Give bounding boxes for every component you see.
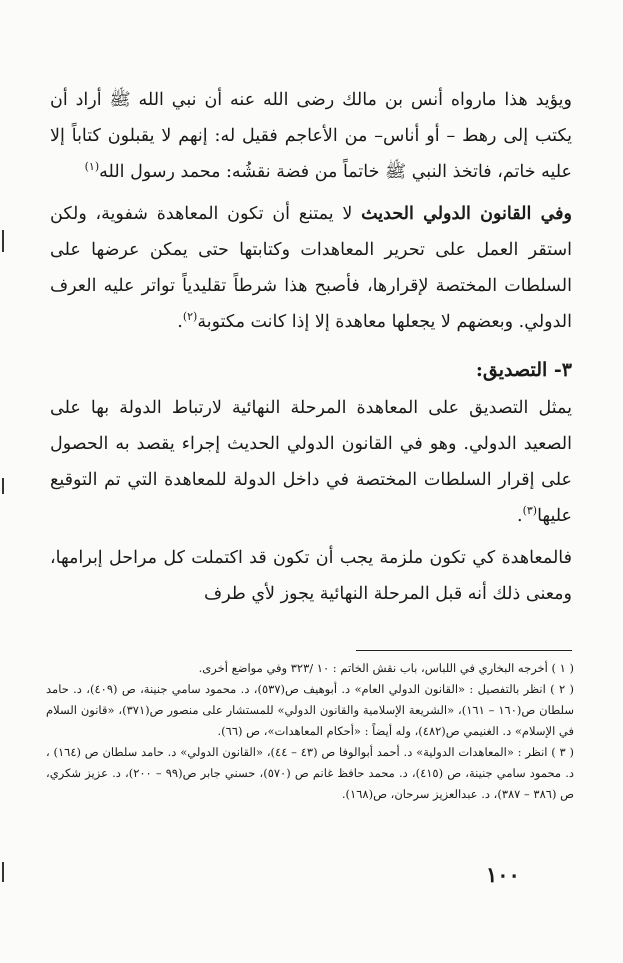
margin-mark bbox=[2, 478, 4, 494]
footnote-3: ( ٣ ) انظر : «المعاهدات الدولية» د. أحمد أبوالوفا ص (٤٣ – ٤٤)، «القانون الدولي» د. حامد سلطان ص (١٦٤) ، د. محمود سامي جنينة، ص (٤١٥)، د. محمد حافظ غانم ص (٥٧٠)، حسني جابر ص(٩٩ – ٢٠٠)، د. عزيز شكري، ص (٣٨٦ – ٣٨٧)، د. عبدالعزيز سرحان، ص(١٦٨). bbox=[46, 745, 575, 801]
footnotes bbox=[46, 658, 574, 805]
paragraph-anas-hadith: ويؤيد هذا مارواه أنس بن مالك رضى الله عنه أن نبي الله ﷺ أراد أن يكتب إلى رهط – أو أناس– من الأعاجم فقيل له: إنهم لا يقبلون كتاباً إلا عليه خاتم، فاتخذ النبي ﷺ خاتماً من فضة نقشُه: محمد رسول الله$^{(١)}$ bbox=[50, 90, 572, 182]
section-heading-ratification: ٣- التصديق: bbox=[475, 359, 572, 381]
paragraph-modern-law: وفي القانون الدولي الحديث لا يمتنع أن تكون المعاهدة شفوية، ولكن استقر العمل على تحرير المعاهدات وكتابتها حتى يمكن عرضها على السلطات المختصة لإقرارها، فأصبح هذا شرطاً تقليدياً تواتر عليه العرف الدولي. وبعضهم لا يجعلها معاهدة إلا إذا كانت مكتوبة$^{(٢)}$. bbox=[50, 204, 572, 332]
footnote-ref-3[interactable]: (٣) bbox=[522, 504, 538, 518]
page-number: ١٠٠ bbox=[486, 862, 520, 887]
footnote-1: ( ١ ) أخرجه البخاري في اللباس، باب نقش الخاتم : ١٠ /٣٢٣ وفي مواضع أخرى. bbox=[198, 661, 574, 675]
main-text bbox=[50, 82, 572, 612]
footnote-ref-1[interactable]: (١) bbox=[84, 160, 100, 174]
margin-mark bbox=[2, 230, 4, 252]
paragraph-ratification: يمثل التصديق على المعاهدة المرحلة النهائية لارتباط الدولة بها على الصعيد الدولي. وهو في القانون الدولي الحديث إجراء يقصد به الحصول على إقرار السلطات المختصة في داخل الدولة للمعاهدة التي تم التوقيع عليها$^{(٣)}$. bbox=[50, 398, 572, 526]
footnote-2: ( ٢ ) انظر بالتفصيل : «القانون الدولي العام» د. أبوهيف ص(٥٣٧)، د. محمود سامي جنينة، ص (٤٠٩)، د. حامد سلطان ص(١٦٠ – ١٦١)، «الشريعة الإسلامية والقانون الدولي» للمستشار على منصور ص(٣٧١)، «قانون السلام في الإسلام» د. الغنيمي ص(٤٨٢)، وله أيضاً : «أحكام المعاهدات»، ص (٦٦). bbox=[46, 682, 575, 738]
footnote-ref-2[interactable]: (٢) bbox=[182, 310, 198, 324]
bold-phrase: وفي القانون الدولي الحديث bbox=[361, 204, 572, 224]
paragraph-binding-treaty: فالمعاهدة كي تكون ملزمة يجب أن تكون قد اكتملت كل مراحل إبرامها، ومعنى ذلك أنه قبل المرحلة النهائية يجوز لأي طرف bbox=[50, 548, 572, 604]
margin-mark bbox=[2, 862, 4, 882]
footnote-divider bbox=[356, 650, 572, 651]
